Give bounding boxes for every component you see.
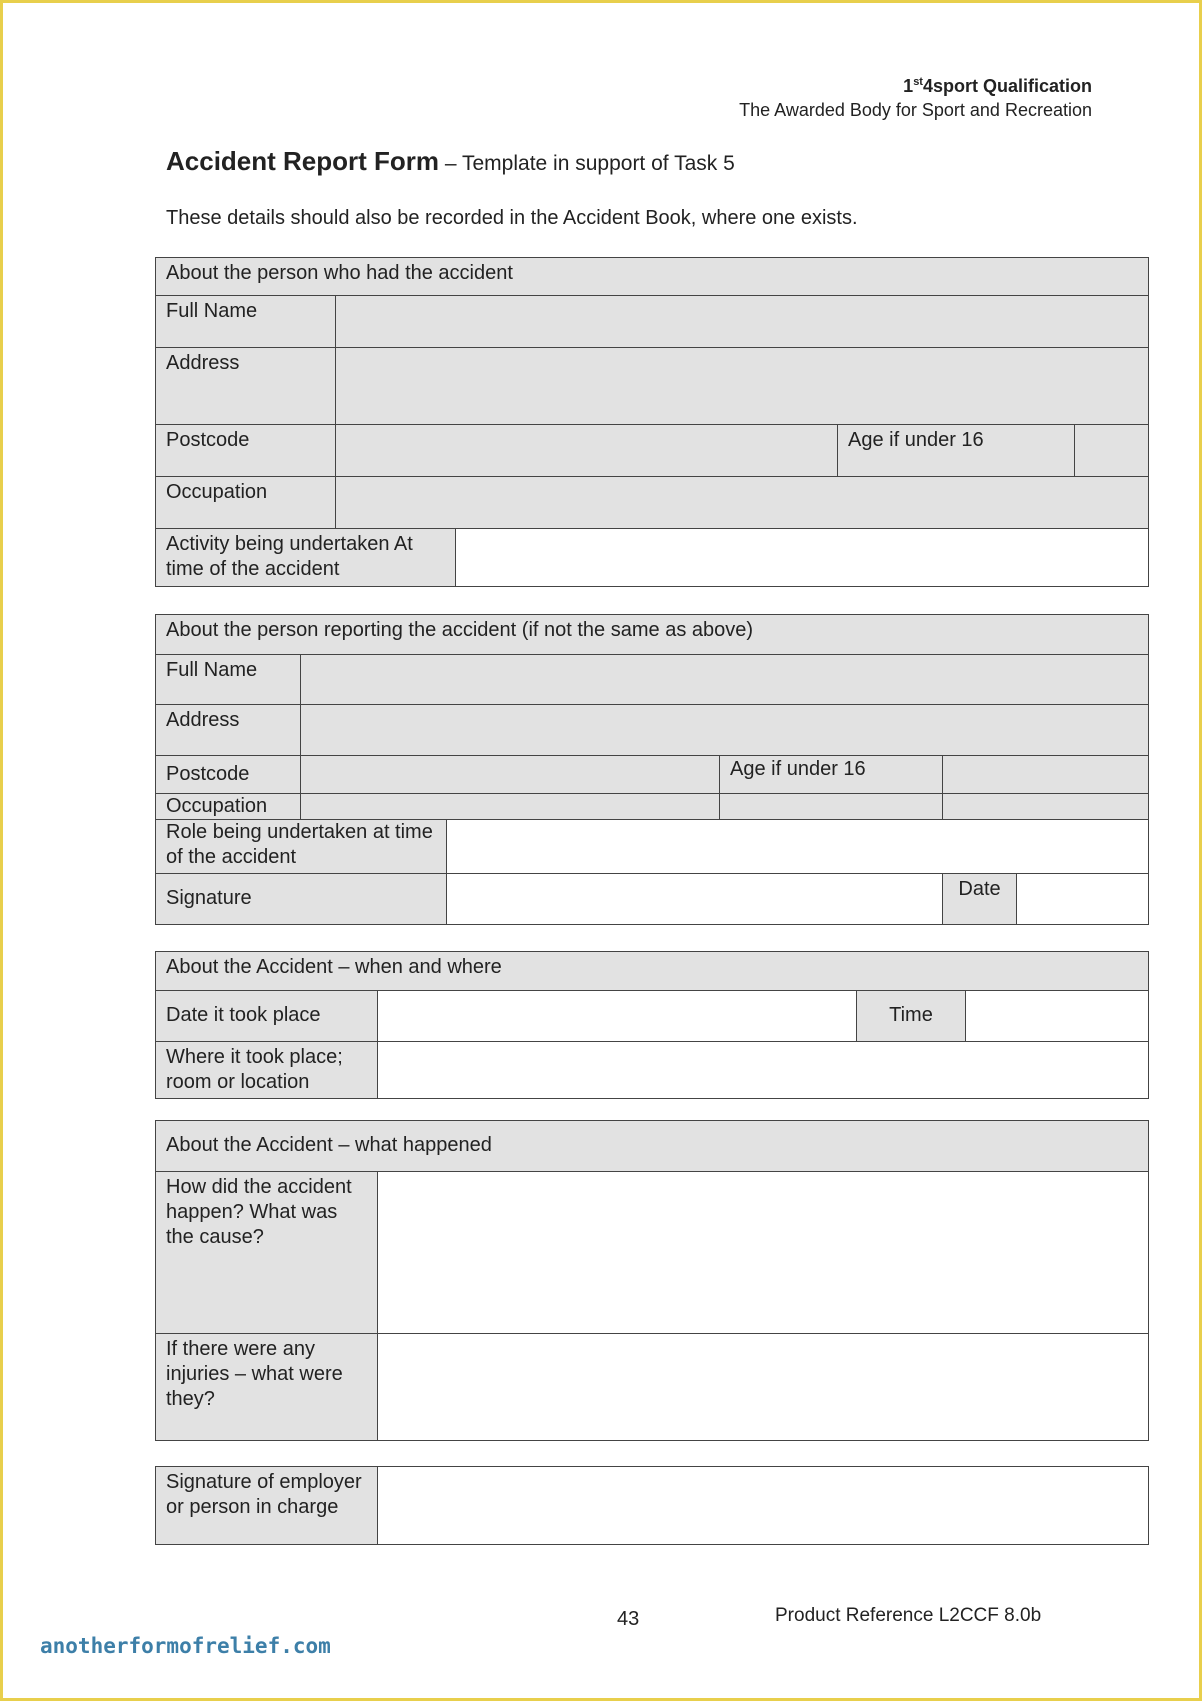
section-when-where	[155, 951, 1149, 1099]
section-heading: About the Accident – what happened	[156, 1121, 1149, 1172]
signature-label: Signature	[156, 874, 447, 925]
full-name-label: Full Name	[156, 296, 336, 348]
awarding-body: The Awarded Body for Sport and Recreation	[739, 100, 1092, 120]
activity-field[interactable]	[456, 529, 1149, 587]
date-field[interactable]	[1017, 874, 1149, 925]
injuries-label: If there were any injuries – what were they?	[156, 1334, 378, 1441]
page-title: Accident Report Form – Template in support of Task 5	[166, 146, 735, 176]
full-name-label: Full Name	[156, 655, 301, 705]
date-took-place-field[interactable]	[378, 991, 857, 1042]
where-label: Where it took place; room or location	[156, 1042, 378, 1099]
occupation-label: Occupation	[156, 794, 301, 820]
section-employer-signature	[155, 1466, 1149, 1545]
where-field[interactable]	[378, 1042, 1149, 1099]
how-label: How did the accident happen? What was the cause?	[156, 1172, 378, 1334]
product-reference: Product Reference L2CCF 8.0b	[775, 1605, 1042, 1626]
occupation-field-extra-2[interactable]	[943, 794, 1149, 820]
document-header	[739, 70, 1092, 122]
signature-field[interactable]	[447, 874, 943, 925]
age-field[interactable]	[943, 756, 1149, 794]
age-label: Age if under 16	[720, 756, 943, 794]
age-label: Age if under 16	[838, 425, 1075, 477]
occupation-field-extra[interactable]	[720, 794, 943, 820]
section-person-injured	[155, 257, 1149, 587]
date-took-place-label: Date it took place	[156, 991, 378, 1042]
qualification-title: 1st4sport Qualification	[903, 76, 1092, 96]
watermark-link[interactable]: anotherformofrelief.com	[40, 1634, 331, 1658]
date-label: Date	[943, 874, 1017, 925]
postcode-field[interactable]	[301, 756, 720, 794]
postcode-label: Postcode	[156, 756, 301, 794]
occupation-field[interactable]	[336, 477, 1149, 529]
employer-signature-field[interactable]	[378, 1467, 1149, 1545]
intro-text: These details should also be recorded in the Accident Book, where one exists.	[166, 207, 858, 229]
full-name-field[interactable]	[301, 655, 1149, 705]
postcode-field[interactable]	[336, 425, 838, 477]
full-name-field[interactable]	[336, 296, 1149, 348]
employer-signature-label: Signature of employer or person in charge	[156, 1467, 378, 1545]
injuries-field[interactable]	[378, 1334, 1149, 1441]
activity-label: Activity being undertaken At time of the accident	[156, 529, 456, 587]
address-field[interactable]	[336, 348, 1149, 425]
role-field[interactable]	[447, 820, 1149, 874]
section-heading: About the person reporting the accident (if not the same as above)	[156, 615, 1149, 655]
address-label: Address	[156, 705, 301, 756]
section-heading: About the Accident – when and where	[156, 952, 1149, 991]
occupation-field[interactable]	[301, 794, 720, 820]
section-person-reporting	[155, 614, 1149, 925]
how-field[interactable]	[378, 1172, 1149, 1334]
age-field[interactable]	[1075, 425, 1149, 477]
time-label: Time	[857, 991, 966, 1042]
section-heading: About the person who had the accident	[156, 258, 1149, 296]
time-field[interactable]	[966, 991, 1149, 1042]
page-number: 43	[617, 1608, 640, 1630]
address-field[interactable]	[301, 705, 1149, 756]
postcode-label: Postcode	[156, 425, 336, 477]
section-what-happened	[155, 1120, 1149, 1441]
occupation-label: Occupation	[156, 477, 336, 529]
role-label: Role being undertaken at time of the accident	[156, 820, 447, 874]
address-label: Address	[156, 348, 336, 425]
